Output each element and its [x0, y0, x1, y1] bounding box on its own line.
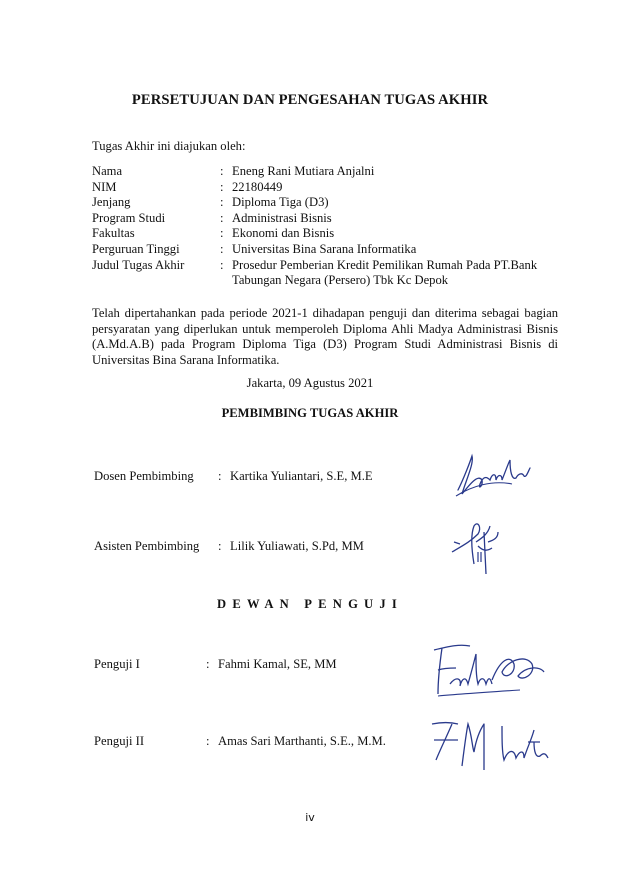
- field-row-jenjang: [92, 195, 562, 211]
- field-value: Diploma Tiga (D3): [232, 195, 329, 210]
- asisten-label: Asisten Pembimbing: [94, 539, 200, 553]
- field-value: Administrasi Bisnis: [232, 210, 332, 225]
- penguji2-row: [94, 734, 386, 749]
- dosen-name: Kartika Yuliantari, S.E, M.E: [230, 469, 373, 483]
- field-label: Jenjang: [92, 195, 131, 210]
- intro-text: Tugas Akhir ini diajukan oleh:: [92, 139, 246, 153]
- page-number: iv: [305, 811, 315, 824]
- field-colon: :: [220, 164, 224, 178]
- field-label: NIM: [92, 179, 117, 194]
- field-colon: :: [220, 241, 224, 256]
- field-row-program-studi: [92, 211, 562, 227]
- field-value: Eneng Rani Mutiara Anjalni: [232, 164, 375, 178]
- field-colon: :: [220, 257, 224, 272]
- field-label: Fakultas: [92, 226, 135, 241]
- field-value: Universitas Bina Sarana Informatika: [232, 241, 417, 256]
- field-label: Perguruan Tinggi: [92, 241, 180, 256]
- penguji2-name: Amas Sari Marthanti, S.E., M.M.: [218, 734, 386, 748]
- dosen-label: Dosen Pembimbing: [94, 469, 194, 483]
- penguji-heading: DEWAN PENGUJI: [217, 597, 403, 611]
- asisten-pembimbing-row: [94, 539, 364, 554]
- field-label: Program Studi: [92, 210, 166, 225]
- field-row-nama: [92, 164, 562, 180]
- date-line: Jakarta, 09 Agustus 2021: [246, 376, 374, 390]
- field-value: 22180449: [232, 179, 283, 194]
- field-colon: :: [220, 195, 224, 210]
- pembimbing-heading: PEMBIMBING TUGAS AKHIR: [221, 406, 399, 420]
- colon: :: [218, 469, 222, 483]
- approval-paragraph: Telah dipertahankan pada periode 2021-1 dihadapan penguji dan diterima sebagai bagian persyaratan yang diperlukan untuk memperoleh Diploma Ahli Madya Administrasi Bisnis (A.Md.A.B) pada Program Diploma Tiga (D3) Program Studi Administrasi Bisnis di Universitas Bina Sarana Informatika.: [92, 306, 558, 367]
- colon: :: [218, 539, 222, 553]
- field-value: Ekonomi dan Bisnis: [232, 226, 335, 241]
- dosen-signature: [452, 450, 532, 500]
- penguji1-row: [94, 657, 337, 672]
- colon: :: [206, 734, 210, 748]
- field-row-perguruan-tinggi: [92, 242, 562, 258]
- field-row-judul: [92, 258, 562, 289]
- penguji1-name: Fahmi Kamal, SE, MM: [218, 657, 337, 671]
- colon: :: [206, 657, 210, 671]
- penguji1-label: Penguji I: [94, 657, 140, 671]
- penguji2-label: Penguji II: [94, 734, 145, 748]
- penguji2-signature: [428, 716, 558, 774]
- field-label: Nama: [92, 164, 123, 178]
- penguji1-signature: [430, 640, 550, 700]
- field-colon: :: [220, 210, 224, 225]
- field-colon: :: [220, 179, 224, 194]
- student-fields: [92, 164, 562, 289]
- field-row-nim: [92, 180, 562, 196]
- dosen-pembimbing-row: [94, 469, 373, 484]
- page-title: PERSETUJUAN DAN PENGESAHAN TUGAS AKHIR: [131, 92, 489, 108]
- field-value: Prosedur Pemberian Kredit Pemilikan Rumah Pada PT.Bank Tabungan Negara (Persero) Tbk Kc Depok: [232, 257, 538, 288]
- asisten-name: Lilik Yuliawati, S.Pd, MM: [230, 539, 364, 553]
- field-colon: :: [220, 226, 224, 241]
- asisten-signature: [448, 512, 508, 580]
- field-row-fakultas: [92, 226, 562, 242]
- field-label: Judul Tugas Akhir: [92, 257, 185, 272]
